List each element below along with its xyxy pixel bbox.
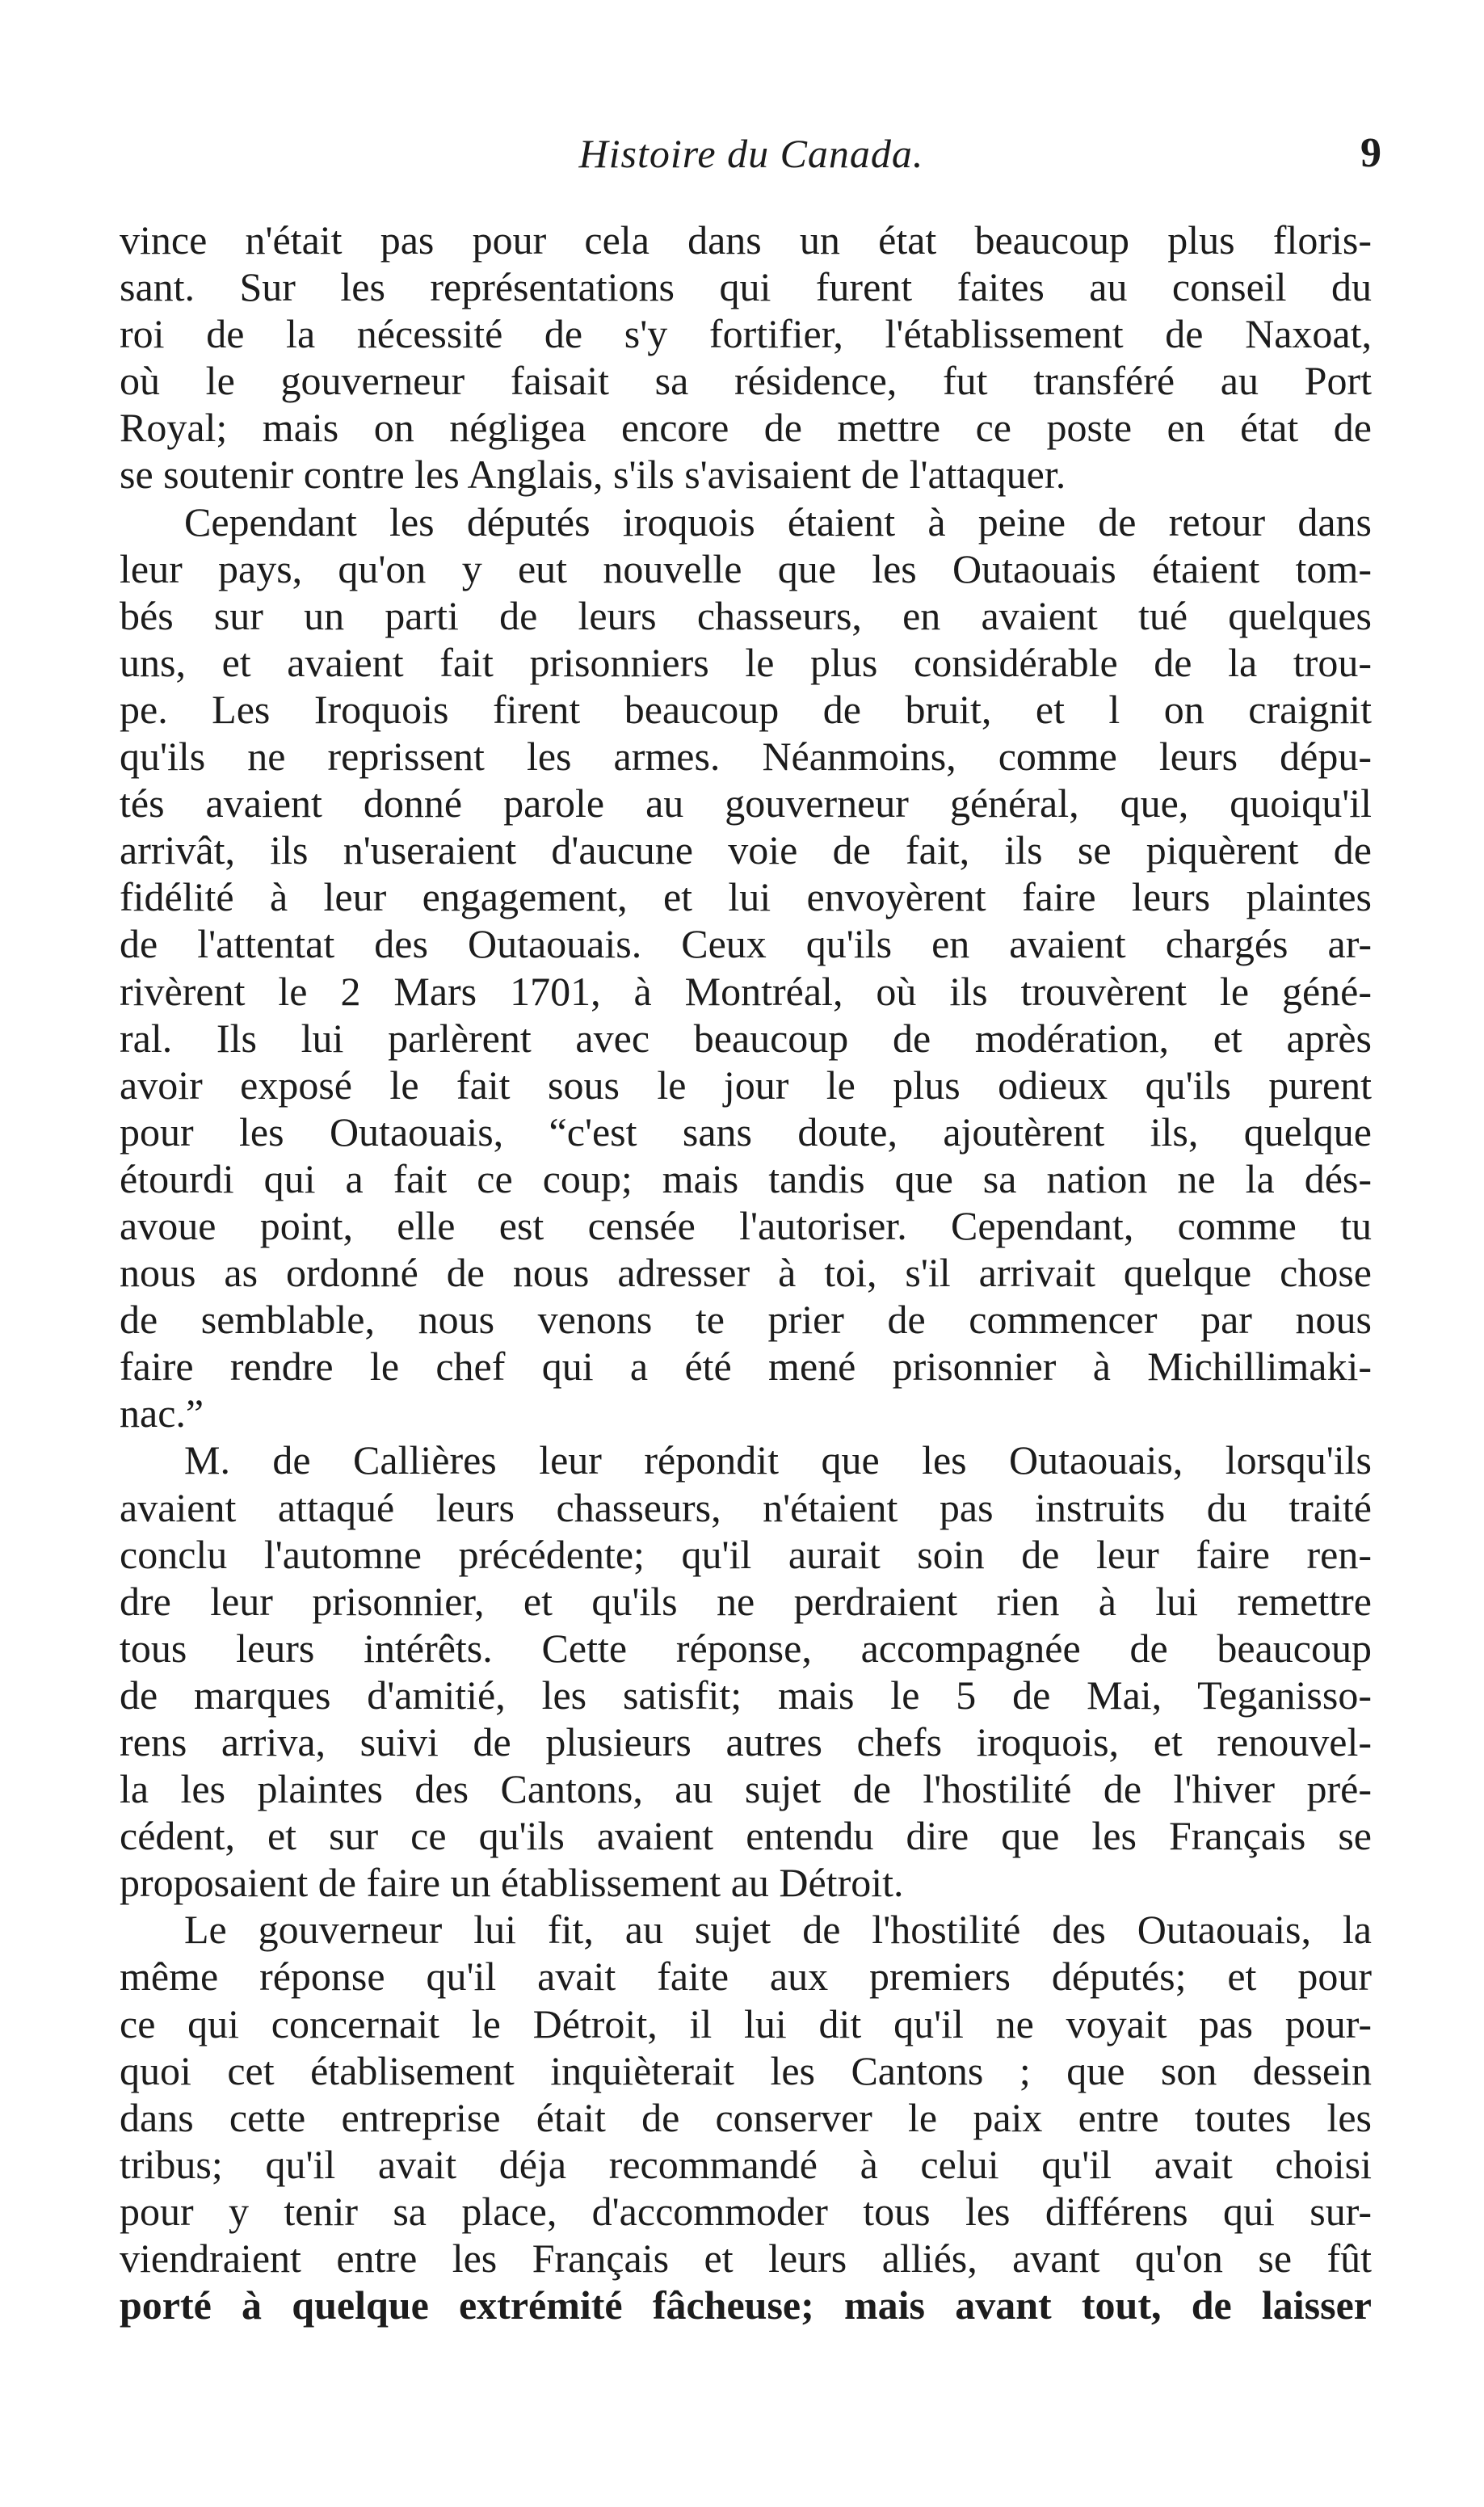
text-line: ral. Ils lui parlèrent avec beaucoup de modération, et après: [120, 1015, 1372, 1061]
text-line: roi de la nécessité de s'y fortifier, l'établissement de Naxoat,: [120, 311, 1372, 357]
text-line: se soutenir contre les Anglais, s'ils s'avisaient de l'attaquer.: [120, 452, 1066, 498]
running-title: Histoire du Canada.: [578, 131, 924, 176]
text-line: qu'ils ne reprissent les armes. Néanmoins, comme leurs dépu-: [120, 734, 1372, 780]
text-line: leur pays, qu'on y eut nouvelle que les Outaouais étaient tom-: [120, 545, 1372, 591]
text-line: M. de Callières leur répondit que les Outaouais, lorsqu'ils: [184, 1437, 1372, 1483]
text-line: pour y tenir sa place, d'accommoder tous les différens qui sur-: [120, 2188, 1372, 2234]
text-line: même réponse qu'il avait faite aux premiers députés; et pour: [120, 1954, 1372, 2000]
text-line: quoi cet établisement inquièterait les Cantons ; que son dessein: [120, 2047, 1372, 2093]
text-line: tés avaient donné parole au gouverneur général, que, quoiqu'il: [120, 780, 1372, 827]
running-head: [121, 121, 1381, 186]
text-line: porté à quelque extrémité fâcheuse; mais avant tout, de laisser: [120, 2282, 1372, 2328]
text-line: Cependant les députés iroquois étaient à peine de retour dans: [184, 498, 1372, 545]
text-line: Le gouverneur lui fit, au sujet de l'hostilité des Outaouais, la: [184, 1907, 1372, 1953]
text-line: avoir exposé le fait sous le jour le plus odieux qu'ils purent: [120, 1062, 1372, 1108]
text-line: nous as ordonné de nous adresser à toi, s'il arrivait quelque chose: [120, 1250, 1372, 1296]
text-line: étourdi qui a fait ce coup; mais tandis que sa nation ne la dés-: [120, 1155, 1372, 1201]
text-line: nac.”: [120, 1390, 204, 1436]
page-number: 9: [1360, 130, 1381, 176]
text-line: faire rendre le chef qui a été mené prisonnier à Michillimaki-: [120, 1344, 1372, 1390]
text-line: conclu l'automne précédente; qu'il aurait soin de leur faire ren-: [120, 1531, 1372, 1577]
text-line: ce qui concernait le Détroit, il lui dit qu'il ne voyait pas pour-: [120, 2000, 1372, 2046]
text-line: dans cette entreprise était de conserver le paix entre toutes les: [120, 2094, 1372, 2140]
text-line: avaient attaqué leurs chasseurs, n'étaient pas instruits du traité: [120, 1484, 1372, 1530]
text-line: uns, et avaient fait prisonniers le plus considérable de la trou-: [120, 639, 1372, 685]
text-line: vince n'était pas pour cela dans un état beaucoup plus floris-: [120, 217, 1372, 263]
text-line: avoue point, elle est censée l'autoriser. Cependant, comme tu: [120, 1202, 1372, 1248]
text-line: tous leurs intérêts. Cette réponse, accompagnée de beaucoup: [120, 1625, 1372, 1671]
text-line: de l'attentat des Outaouais. Ceux qu'ils en avaient chargés ar-: [120, 921, 1372, 967]
text-line: viendraient entre les Français et leurs alliés, avant qu'on se fût: [120, 2236, 1372, 2282]
text-line: pe. Les Iroquois firent beaucoup de bruit, et l on craignit: [120, 686, 1372, 732]
text-line: dre leur prisonnier, et qu'ils ne perdraient rien à lui remettre: [120, 1578, 1372, 1624]
text-line: bés sur un parti de leurs chasseurs, en avaient tué quelques: [120, 592, 1372, 638]
text-line: proposaient de faire un établissement au Détroit.: [120, 1860, 904, 1906]
text-line: où le gouverneur faisait sa résidence, fut transféré au Port: [120, 358, 1372, 404]
text-line: cédent, et sur ce qu'ils avaient entendu dire que les Français se: [120, 1813, 1372, 1859]
text-line: Royal; mais on négligea encore de mettre ce poste en état de: [120, 405, 1372, 451]
text-line: fidélité à leur engagement, et lui envoyèrent faire leurs plaintes: [120, 874, 1372, 920]
text-line: rivèrent le 2 Mars 1701, à Montréal, où ils trouvèrent le géné-: [120, 968, 1372, 1014]
body-text: [120, 217, 1372, 2328]
text-line: arrivât, ils n'useraient d'aucune voie de fait, ils se piquèrent de: [120, 827, 1372, 873]
text-line: tribus; qu'il avait déja recommandé à celui qu'il avait choisi: [120, 2141, 1372, 2187]
text-line: rens arriva, suivi de plusieurs autres chefs iroquois, et renouvel-: [120, 1719, 1372, 1765]
text-line: de semblable, nous venons te prier de commencer par nous: [120, 1297, 1372, 1343]
text-line: pour les Outaouais, “c'est sans doute, ajoutèrent ils, quelque: [120, 1108, 1372, 1155]
text-line: de marques d'amitié, les satisfit; mais le 5 de Mai, Teganisso-: [120, 1672, 1372, 1718]
text-line: la les plaintes des Cantons, au sujet de l'hostilité de l'hiver pré-: [120, 1766, 1372, 1812]
text-line: sant. Sur les représentations qui furent faites au conseil du: [120, 264, 1372, 310]
